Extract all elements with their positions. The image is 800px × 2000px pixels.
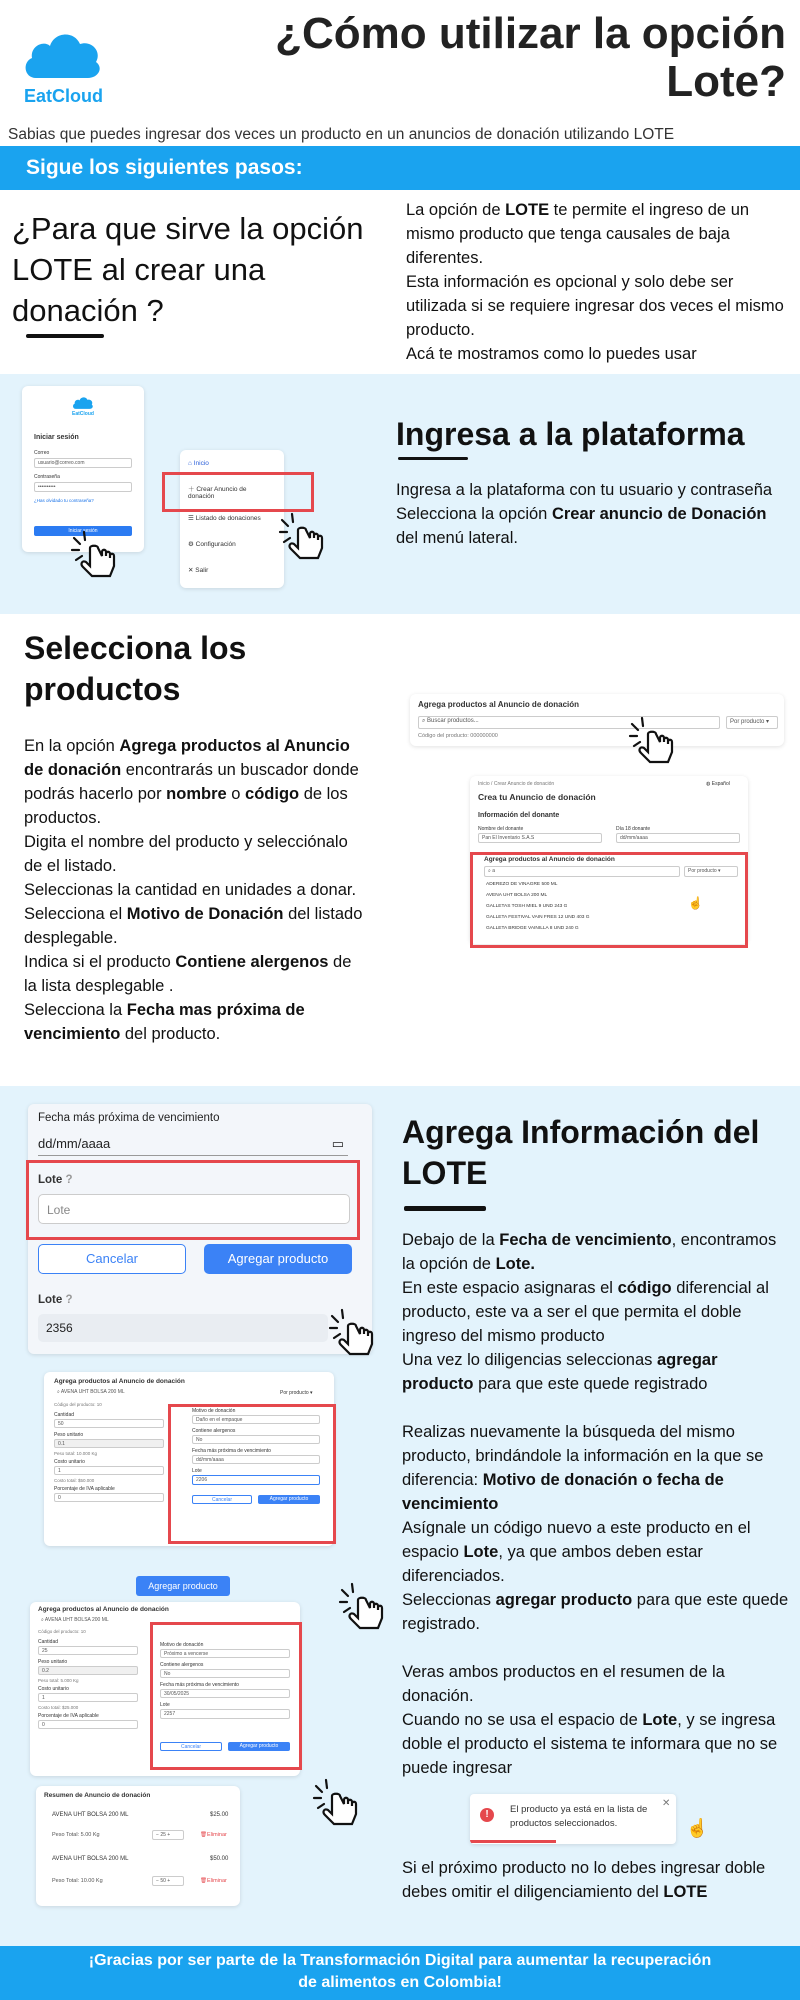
summary-remove-button[interactable]: 🗑Eliminar bbox=[200, 1832, 227, 1838]
step3-text: Debajo de la Fecha de vencimiento, encontramos la opción de Lote. En este espacio asignaras el código diferencial al producto, este va a ser el que permita el doble ingreso del mismo producto Una vez lo diligencias seleccionas agregar producto para que este quede registrado Realizas nuevamente la búsqueda del mismo producto, brindándole la información en la que se diferencia: Motivo de donación o fecha de vencimiento Asígnale un código nuevo a este producto en el espacio Lote, ya que ambos deben estar diferenciados. Seleccionas agregar producto para que este quede registrado. Veras ambos productos en el resumen de la donación. Cuando no se usa el espacio de Lote, y se ingresa doble el producto el sistema te informara que no se puede ingresar bbox=[402, 1231, 789, 1777]
purpose-underline bbox=[26, 334, 104, 338]
cursor-icon: ☝ bbox=[688, 896, 703, 910]
password-field[interactable]: •••••••••• bbox=[34, 482, 132, 492]
trash-icon: 🗑 bbox=[200, 1878, 207, 1884]
search-icon: ⌕ bbox=[57, 1389, 61, 1395]
form1-pct-label: Porcentaje de IVA aplicable bbox=[54, 1486, 115, 1492]
breadcrumb: Inicio / Crear Anuncio de donación bbox=[478, 781, 555, 787]
form1-unit-label: Peso unitario bbox=[54, 1432, 84, 1438]
form2-cost-label: Costo unitario bbox=[38, 1686, 69, 1692]
click-hand-icon bbox=[626, 716, 680, 766]
form1-pct[interactable]: 0 bbox=[54, 1493, 164, 1502]
add-product-top-button[interactable]: Agregar producto bbox=[136, 1576, 230, 1596]
cloud-icon bbox=[71, 394, 95, 410]
dropdown-option[interactable]: GALLETAS TOSH MIEL 9 UND 243 G bbox=[486, 904, 568, 909]
form1-qty-label: Cantidad bbox=[54, 1412, 75, 1418]
form1-code: Código del producto: 10 bbox=[54, 1402, 102, 1407]
password-label: Contraseña bbox=[34, 474, 60, 480]
expiry-date-label: Fecha más próxima de vencimiento bbox=[38, 1112, 220, 1124]
form-section-title: Información del donante bbox=[478, 812, 560, 819]
form1-exp[interactable]: dd/mm/aaaa bbox=[192, 1455, 320, 1464]
dropdown-option[interactable]: GALLETA FESTIVAL VAIN FRES 12 UND 403 G bbox=[486, 915, 590, 920]
login-button[interactable]: Iniciar sesión bbox=[34, 526, 132, 536]
dropdown-option[interactable]: GALLETA BRIDGE VAINILLA 8 UND 240 G bbox=[486, 926, 579, 931]
product-search-input[interactable]: ⌕ a bbox=[484, 866, 680, 877]
form1-allergen[interactable]: No bbox=[192, 1435, 320, 1444]
search-card-title: Agrega productos al Anuncio de donación bbox=[418, 700, 580, 709]
donor-field[interactable]: Pan El Inventario S.A.S bbox=[478, 833, 602, 843]
plus-icon: ＋ bbox=[188, 486, 197, 493]
gear-icon: ⚙ bbox=[188, 541, 196, 548]
form1-cancel-button[interactable]: Cancelar bbox=[192, 1495, 252, 1504]
form2-search[interactable]: ⌕ AVENA UHT BOLSA 200 ML bbox=[38, 1616, 158, 1626]
lote-label: Lote ? bbox=[38, 1294, 73, 1306]
form2-cancel-button[interactable]: Cancelar bbox=[160, 1742, 222, 1751]
form1-add-button[interactable]: Agregar producto bbox=[258, 1495, 320, 1504]
login-screenshot bbox=[22, 386, 144, 552]
form2-lote[interactable]: 2257 bbox=[160, 1709, 290, 1719]
step1-underline bbox=[398, 457, 468, 460]
form1-filter[interactable]: Por producto ▾ bbox=[280, 1390, 313, 1396]
globe-icon: ◍ bbox=[706, 781, 712, 787]
highlight-form2-lote bbox=[150, 1622, 302, 1770]
form2-qty-label: Cantidad bbox=[38, 1639, 59, 1645]
summary-item-price: $50.00 bbox=[210, 1856, 229, 1862]
form1-cost[interactable]: 1 bbox=[54, 1466, 164, 1475]
donation-summary-screenshot bbox=[36, 1786, 240, 1906]
page-title-line2: Lote? bbox=[666, 57, 786, 106]
help-icon: ? bbox=[65, 1174, 73, 1186]
login-brand: EatCloud bbox=[72, 411, 94, 417]
summary-title: Resumen de Anuncio de donación bbox=[44, 1792, 151, 1799]
form1-search[interactable]: ⌕ AVENA UHT BOLSA 200 ML bbox=[54, 1388, 274, 1398]
brand-name: EatCloud bbox=[24, 86, 103, 106]
home-icon: ⌂ bbox=[188, 460, 194, 467]
forgot-password-link[interactable]: ¿Has olvidado tu contraseña? bbox=[34, 498, 94, 503]
summary-item-weight: Peso Total: 5.00 Kg bbox=[52, 1832, 100, 1838]
form1-exp-label: Fecha más próxima de vencimiento bbox=[192, 1448, 271, 1454]
page-subtitle: Sabias que puedes ingresar dos veces un producto en un anuncios de donación utilizando LOTE bbox=[8, 126, 675, 143]
email-label: Correo bbox=[34, 450, 50, 456]
trash-icon: 🗑 bbox=[200, 1832, 207, 1838]
summary-item-price: $25.00 bbox=[210, 1812, 229, 1818]
form1-lote-label: Lote bbox=[192, 1468, 202, 1474]
expiry-date-input[interactable]: dd/mm/aaaa ▭ bbox=[38, 1132, 348, 1156]
form2-title: Agrega productos al Anuncio de donación bbox=[38, 1606, 169, 1613]
cancel-button[interactable]: Cancelar bbox=[38, 1244, 186, 1274]
menu-item-inicio[interactable]: ⌂ Inicio bbox=[188, 460, 209, 467]
highlight-lote-field bbox=[26, 1160, 360, 1240]
cloud-icon bbox=[22, 22, 104, 82]
step3-underline bbox=[404, 1206, 486, 1211]
summary-item-name: AVENA UHT BOLSA 200 ML bbox=[52, 1812, 129, 1818]
click-hand-icon bbox=[310, 1778, 364, 1828]
cursor-icon: ☝ bbox=[686, 1818, 709, 1838]
form2-reason[interactable]: Próximo a vencerse bbox=[160, 1649, 290, 1658]
form2-unit-label: Peso unitario bbox=[38, 1659, 68, 1665]
date-field[interactable]: dd/mm/aaaa bbox=[616, 833, 740, 843]
form-title: Crea tu Anuncio de donación bbox=[478, 792, 596, 802]
form2-cost[interactable]: 1 bbox=[38, 1693, 138, 1702]
calendar-icon: ▭ bbox=[331, 1136, 344, 1151]
click-hand-icon bbox=[276, 512, 330, 562]
menu-item-crear-anuncio[interactable]: ＋ Crear Anuncio de donación bbox=[188, 486, 247, 500]
form1-total-cost: Costo total: $50.000 bbox=[54, 1478, 95, 1483]
form2-exp[interactable]: 30/05/2025 bbox=[160, 1689, 290, 1698]
form1-reason-label: Motivo de donación bbox=[192, 1408, 236, 1414]
highlight-product-dropdown bbox=[470, 852, 748, 948]
alert-text-line1: El producto ya está en la lista de bbox=[510, 1804, 648, 1815]
step1-text: Ingresa a la plataforma con tu usuario y contraseña Selecciona la opción Crear anuncio de Donación del menú lateral. bbox=[396, 481, 773, 547]
search-icon: ⌕ bbox=[41, 1617, 45, 1623]
add-product-button[interactable]: Agregar producto bbox=[204, 1244, 352, 1274]
form2-code: Código del producto: 10 bbox=[38, 1629, 86, 1634]
form1-cost-label: Costo unitario bbox=[54, 1459, 85, 1465]
form1-title: Agrega productos al Anuncio de donación bbox=[54, 1378, 185, 1385]
form1-qty[interactable]: 50 bbox=[54, 1419, 164, 1428]
alert-progress-bar bbox=[470, 1840, 556, 1843]
summary-item-qty[interactable]: − 50 + bbox=[152, 1876, 184, 1886]
footer-line2: de alimentos en Colombia! bbox=[298, 1974, 502, 1991]
form2-allergen[interactable]: No bbox=[160, 1669, 290, 1678]
form2-total-weight: Peso total: 5.000 Kg bbox=[38, 1678, 79, 1683]
date-label: Día 18 donante bbox=[616, 826, 651, 832]
form2-pct[interactable]: 0 bbox=[38, 1720, 138, 1729]
dropdown-option[interactable]: AVENA UHT BOLSA 200 ML bbox=[486, 893, 548, 898]
list-icon: ☰ bbox=[188, 515, 196, 522]
step3-final-text: Si el próximo producto no lo debes ingresar doble debes omitir el diligenciamiento del LOTE bbox=[402, 1859, 766, 1901]
form2-unit[interactable]: 0.2 bbox=[38, 1666, 138, 1675]
search-filter-select[interactable]: Por producto ▾ bbox=[684, 866, 738, 877]
close-icon[interactable]: ✕ bbox=[662, 1798, 671, 1809]
footer-line1: ¡Gracias por ser parte de la Transformación Digital para aumentar la recuperación bbox=[88, 1952, 712, 1969]
step3-heading: Agrega Información del LOTE bbox=[402, 1114, 760, 1191]
lote-input[interactable]: Lote bbox=[38, 1194, 350, 1224]
donor-label: Nombre del donante bbox=[478, 826, 524, 832]
highlight-form1-lote bbox=[168, 1404, 336, 1544]
form1-total-weight: Peso total: 10.000 Kg bbox=[54, 1451, 98, 1456]
exit-icon: ✕ bbox=[188, 567, 196, 574]
brand-logo bbox=[22, 22, 104, 82]
search-filter-select[interactable]: Por producto ▾ bbox=[726, 716, 778, 729]
footer-banner bbox=[0, 1946, 800, 2000]
form1-reason[interactable]: Daño en el empaque bbox=[192, 1415, 320, 1424]
product-search-input[interactable]: ⌕ Buscar productos... bbox=[418, 716, 720, 729]
steps-banner-text: Sigue los siguientes pasos: bbox=[26, 156, 303, 179]
form2-total-cost: Costo total: $25.000 bbox=[38, 1705, 79, 1710]
lote-input-filled[interactable]: 2356 bbox=[38, 1314, 328, 1342]
summary-item-name: AVENA UHT BOLSA 200 ML bbox=[52, 1856, 129, 1862]
form2-qty[interactable]: 25 bbox=[38, 1646, 138, 1655]
menu-item-listado[interactable]: ☰ Listado de donaciones bbox=[188, 515, 261, 522]
click-hand-icon bbox=[326, 1308, 380, 1358]
lote-label: Lote ? bbox=[38, 1174, 73, 1186]
side-menu-screenshot bbox=[180, 450, 284, 588]
form2-pct-label: Porcentaje de IVA aplicable bbox=[38, 1713, 99, 1719]
form1-lote[interactable]: 2206 bbox=[192, 1475, 320, 1485]
form2-allergen-label: Contiene alergenos bbox=[160, 1662, 204, 1668]
click-hand-icon bbox=[68, 530, 122, 580]
product-code-hint: Código del producto: 000000000 bbox=[418, 733, 498, 739]
summary-remove-button[interactable]: 🗑Eliminar bbox=[200, 1878, 227, 1884]
form1-allergen-label: Contiene alergenos bbox=[192, 1428, 236, 1434]
form1-unit[interactable]: 0.1 bbox=[54, 1439, 164, 1448]
page-title-line1: ¿Cómo utilizar la opción bbox=[275, 9, 786, 58]
alert-icon: ! bbox=[480, 1808, 494, 1822]
summary-item-weight: Peso Total: 10.00 Kg bbox=[52, 1878, 103, 1884]
login-title: Iniciar sesión bbox=[34, 434, 79, 441]
click-hand-icon bbox=[336, 1582, 390, 1632]
language-select[interactable]: ◍ Español bbox=[706, 781, 730, 787]
form2-add-button[interactable]: Agregar producto bbox=[228, 1742, 290, 1751]
purpose-text: La opción de LOTE te permite el ingreso de un mismo producto que tenga causales de baja diferentes. Esta información es opcional y solo debe ser utilizada si se requiere ingresar dos veces el mismo producto. Acá te mostramos como lo puedes usar bbox=[406, 201, 784, 363]
highlight-crear-anuncio bbox=[162, 472, 314, 512]
search-icon: ⌕ bbox=[422, 718, 428, 724]
step2-heading: Selecciona los productos bbox=[24, 630, 247, 707]
dropdown-option[interactable]: ADEREZO DE VINAGRE 500 ML bbox=[486, 882, 558, 887]
purpose-heading: ¿Para que sirve la opción LOTE al crear una donación ? bbox=[12, 211, 364, 328]
duplicate-alert bbox=[470, 1794, 676, 1844]
search-icon: ⌕ bbox=[488, 868, 493, 874]
alert-text-line2: productos seleccionados. bbox=[510, 1818, 618, 1829]
menu-item-salir[interactable]: ✕ Salir bbox=[188, 567, 209, 574]
step1-heading: Ingresa a la plataforma bbox=[396, 416, 745, 452]
steps-banner bbox=[0, 146, 800, 190]
help-icon: ? bbox=[65, 1294, 73, 1306]
menu-item-configuracion[interactable]: ⚙ Configuración bbox=[188, 541, 236, 548]
email-field[interactable]: usuario@correo.com bbox=[34, 458, 132, 468]
products-title: Agrega productos al Anuncio de donación bbox=[484, 856, 615, 863]
summary-item-qty[interactable]: − 25 + bbox=[152, 1830, 184, 1840]
form2-reason-label: Motivo de donación bbox=[160, 1642, 204, 1648]
form2-lote-label: Lote bbox=[160, 1702, 170, 1708]
search-card-screenshot bbox=[410, 694, 784, 746]
step2-text: En la opción Agrega productos al Anuncio de donación encontrarás un buscador donde podrás hacerlo por nombre o código de los productos. Digita el nombre del producto y selecciónalo de el listado. Seleccionas la cantidad en unidades a donar. Selecciona el Motivo de Donación del listado desplegable. Indica si el producto Contiene alergenos de la lista desplegable . Selecciona la Fecha mas próxima de vencimiento del producto. bbox=[24, 737, 363, 1043]
form2-exp-label: Fecha más próxima de vencimiento bbox=[160, 1682, 239, 1688]
